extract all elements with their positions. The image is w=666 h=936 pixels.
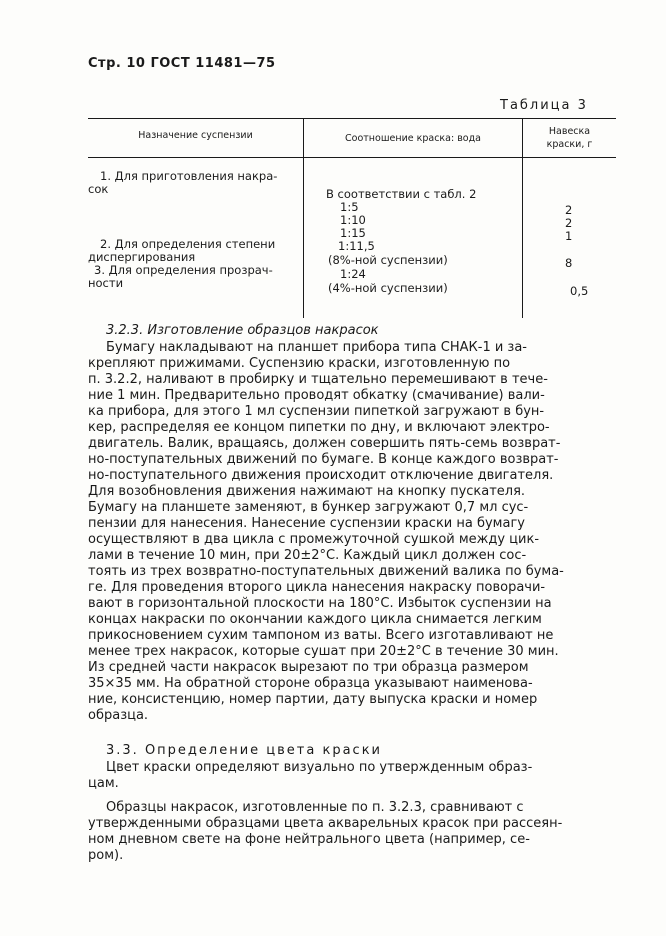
ratio-1-15: 1:15: [340, 226, 366, 240]
paragraph-line: Для возобновления движения нажимают на кнопку пускателя.: [88, 484, 526, 499]
purpose-row3-line1: 3. Для определения прозрач-: [94, 263, 273, 277]
ratio-1-24: 1:24: [340, 267, 366, 281]
paragraph-line: ние, консистенцию, номер партии, дату выпуска краски и номер: [88, 692, 538, 707]
paragraph-line: прикосновением сухим тампоном из ваты. Всего изготавливают не: [88, 628, 554, 643]
table-vline-1: [303, 118, 304, 318]
purpose-row3-line2: ности: [88, 276, 124, 290]
paragraph-line: ка прибора, для этого 1 мл суспензии пипеткой загружают в бун-: [88, 404, 545, 419]
paragraph-line: ге. Для проведения второго цикла нанесения накраску поворачи-: [88, 580, 546, 595]
column-header-weight-line1: Навеска: [548, 126, 591, 137]
table-caption: Таблица 3: [500, 98, 588, 113]
ratio-1-11-5: 1:11,5: [338, 239, 375, 253]
paragraph-line: Из средней части накрасок вырезают по три образца размером: [88, 660, 529, 675]
paragraph-line: пензии для нанесения. Нанесение суспензии краски на бумагу: [88, 516, 525, 531]
paragraph-line: но-поступательного движения происходит отключение двигателя.: [88, 468, 554, 483]
weight-value: 1: [565, 229, 573, 243]
paragraph-line: двигатель. Валик, вращаясь, должен совершить пять-семь возврат-: [88, 436, 561, 451]
purpose-row1-line1: 1. Для приготовления накра-: [100, 169, 278, 183]
paragraph-line: концах накраски по окончании каждого цикла снимается легким: [88, 612, 542, 627]
purpose-row2-line1: 2. Для определения степени: [100, 237, 276, 251]
paragraph-line: Образцы накрасок, изготовленные по п. 3.2.3, сравнивают с: [106, 800, 524, 815]
paragraph-line: кер, распределяя ее концом пипетки по дну, и включают электро-: [88, 420, 550, 435]
paragraph-line: вают в горизонтальной плоскости на 180°С. Избыток суспензии на: [88, 596, 552, 611]
weight-value: 0,5: [570, 284, 589, 298]
paragraph-line: Бумагу накладывают на планшет прибора типа СНАК-1 и за-: [106, 340, 527, 355]
section-3-2-3-heading: 3.2.3. Изготовление образцов накрасок: [106, 323, 379, 338]
table-header-rule: [88, 157, 616, 158]
paragraph-line: утвержденными образцами цвета акварельных красок при рассеян-: [88, 816, 563, 831]
paragraph-line: 35×35 мм. На обратной стороне образца указывают наименова-: [88, 676, 533, 691]
table-top-rule: [88, 118, 616, 119]
paragraph-line: цам.: [88, 776, 119, 791]
weight-value: 2: [565, 203, 573, 217]
purpose-row1-line2: сок: [88, 182, 109, 196]
paragraph-line: крепляют прижимами. Суспензию краски, изготовленную по: [88, 356, 511, 371]
paragraph-line: Цвет краски определяют визуально по утвержденным образ-: [106, 760, 533, 775]
weight-value: 2: [565, 216, 573, 230]
paragraph-line: п. 3.2.2, наливают в пробирку и тщательно перемешивают в тече-: [88, 372, 548, 387]
ratio-1-5: 1:5: [340, 200, 359, 214]
paragraph-line: менее трех накрасок, которые сушат при 20±2°С в течение 30 мин.: [88, 644, 559, 659]
paragraph-line: ном дневном свете на фоне нейтрального цвета (например, се-: [88, 832, 530, 847]
purpose-row2-line2: диспергирования: [88, 250, 196, 264]
column-header-weight-line2: краски, г: [546, 139, 593, 150]
column-header-ratio: Соотношение краска: вода: [345, 133, 481, 144]
paragraph-line: образца.: [88, 708, 149, 723]
paragraph-line: тоять из трех возвратно-поступательных движений валика по бума-: [88, 564, 564, 579]
ratio-1-10: 1:10: [340, 213, 366, 227]
paragraph-line: ние 1 мин. Предварительно проводят обкатку (смачивание) вали-: [88, 388, 545, 403]
paragraph-line: Бумагу на планшете заменяют, в бункер загружают 0,7 мл сус-: [88, 500, 529, 515]
ratio-8-percent: (8%-ной суспензии): [328, 253, 448, 267]
paragraph-line: но-поступательных движений по бумаге. В конце каждого возврат-: [88, 452, 559, 467]
paragraph-line: осуществляют в два цикла с промежуточной сушкой между цик-: [88, 532, 540, 547]
ratio-per-table-2: В соответствии с табл. 2: [326, 187, 477, 201]
weight-value: 8: [565, 256, 573, 270]
paragraph-line: лами в течение 10 мин, при 20±2°С. Каждый цикл должен сос-: [88, 548, 527, 563]
paragraph-line: ром).: [88, 848, 124, 863]
section-3-3-heading: 3.3. Определение цвета краски: [106, 743, 382, 758]
column-header-purpose: Назначение суспензии: [138, 130, 253, 141]
running-head: Стр. 10 ГОСТ 11481—75: [88, 56, 276, 71]
ratio-4-percent: (4%-ной суспензии): [328, 281, 448, 295]
